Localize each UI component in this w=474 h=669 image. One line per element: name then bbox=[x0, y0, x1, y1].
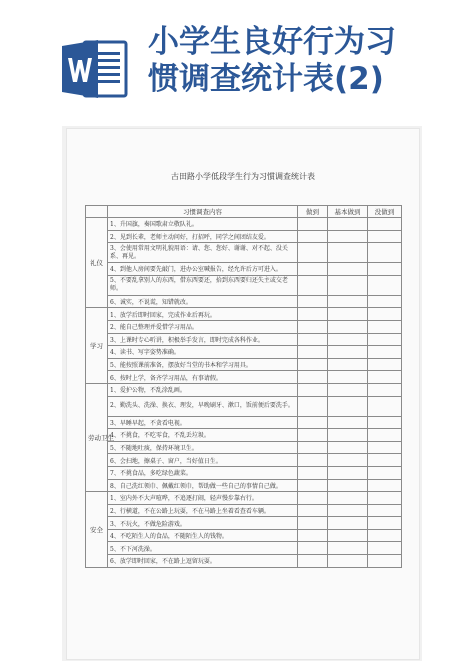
header-category bbox=[86, 206, 108, 218]
habit-item: 6、放学即时回家，不在路上逗留玩耍。 bbox=[108, 555, 298, 568]
document-title: 古田路小学低段学生行为习惯调查统计表 bbox=[171, 172, 315, 181]
page-title-line2: 惯调查统计表(2) bbox=[148, 61, 384, 97]
category-label: 学习 bbox=[86, 308, 108, 384]
not-done-cell bbox=[368, 441, 402, 454]
habit-item: 6、按时上学，备齐学习用品，有事请假。 bbox=[108, 371, 298, 384]
habit-item: 5、不要乱拿别人的东西，借东西要还，拾到东西要归还失主或交老师。 bbox=[108, 275, 298, 295]
mostly-done-cell bbox=[328, 320, 368, 333]
not-done-cell bbox=[368, 504, 402, 517]
mostly-done-cell bbox=[328, 492, 368, 505]
table-row bbox=[86, 243, 402, 263]
header-done: 做到 bbox=[298, 206, 328, 218]
habit-item: 3、早睡早起，不贪看电视。 bbox=[108, 416, 298, 429]
table-row bbox=[86, 275, 402, 295]
not-done-cell bbox=[368, 371, 402, 384]
table-row bbox=[86, 466, 402, 479]
habit-item: 1、爱护公物，不乱涂乱画。 bbox=[108, 383, 298, 396]
done-cell bbox=[298, 466, 328, 479]
done-cell bbox=[298, 243, 328, 263]
done-cell bbox=[298, 358, 328, 371]
header-content: 习惯调查内容 bbox=[108, 206, 298, 218]
not-done-cell bbox=[368, 308, 402, 321]
table-row bbox=[86, 529, 402, 542]
not-done-cell bbox=[368, 529, 402, 542]
table-row bbox=[86, 555, 402, 568]
page-header bbox=[0, 0, 474, 122]
mostly-done-cell bbox=[328, 454, 368, 467]
habit-item: 4、到他人房间要先敲门，进办公室喊报告，经允许后方可进入。 bbox=[108, 263, 298, 276]
not-done-cell bbox=[368, 243, 402, 263]
habit-item: 4、不吃陌生人的食品，不随陌生人的钱物。 bbox=[108, 529, 298, 542]
table-row bbox=[86, 333, 402, 346]
done-cell bbox=[298, 320, 328, 333]
mostly-done-cell bbox=[328, 416, 368, 429]
habit-item: 2、行横道，不在公路上玩耍，不在马路上坐着看查看车辆。 bbox=[108, 504, 298, 517]
table-row bbox=[86, 441, 402, 454]
mostly-done-cell bbox=[328, 542, 368, 555]
not-done-cell bbox=[368, 263, 402, 276]
not-done-cell bbox=[368, 396, 402, 416]
table-row bbox=[86, 358, 402, 371]
not-done-cell bbox=[368, 218, 402, 231]
habit-item: 2、见到长辈，老师主动问好，打招呼，同学之间团结友爱。 bbox=[108, 230, 298, 243]
not-done-cell bbox=[368, 275, 402, 295]
mostly-done-cell bbox=[328, 230, 368, 243]
not-done-cell bbox=[368, 346, 402, 359]
category-label: 劳动卫生 bbox=[86, 383, 108, 491]
mostly-done-cell bbox=[328, 263, 368, 276]
done-cell bbox=[298, 383, 328, 396]
not-done-cell bbox=[368, 492, 402, 505]
not-done-cell bbox=[368, 517, 402, 530]
mostly-done-cell bbox=[328, 243, 368, 263]
habit-item: 2、勤洗头、洗澡、换衣、理发，早晚刷牙、漱口，饭前便后要洗手。 bbox=[108, 396, 298, 416]
habit-item: 5、能按照课前准备，摆放好当堂的书本和学习用具。 bbox=[108, 358, 298, 371]
not-done-cell bbox=[368, 383, 402, 396]
done-cell bbox=[298, 504, 328, 517]
category-label: 礼仪 bbox=[86, 218, 108, 308]
mostly-done-cell bbox=[328, 479, 368, 492]
not-done-cell bbox=[368, 295, 402, 308]
table-row bbox=[86, 492, 402, 505]
not-done-cell bbox=[368, 429, 402, 442]
document-page bbox=[66, 128, 420, 660]
mostly-done-cell bbox=[328, 218, 368, 231]
habit-item: 6、会扫地，擦桌子、窗户，当好值日生。 bbox=[108, 454, 298, 467]
not-done-cell bbox=[368, 320, 402, 333]
microsoft-word-icon bbox=[62, 38, 128, 100]
mostly-done-cell bbox=[328, 466, 368, 479]
table-row bbox=[86, 416, 402, 429]
habit-item: 6、诚实，不说谎，知错就改。 bbox=[108, 295, 298, 308]
not-done-cell bbox=[368, 358, 402, 371]
done-cell bbox=[298, 371, 328, 384]
table-row bbox=[86, 396, 402, 416]
not-done-cell bbox=[368, 542, 402, 555]
not-done-cell bbox=[368, 454, 402, 467]
done-cell bbox=[298, 529, 328, 542]
mostly-done-cell bbox=[328, 371, 368, 384]
mostly-done-cell bbox=[328, 346, 368, 359]
table-row bbox=[86, 517, 402, 530]
habit-item: 1、放学后即时回家，完成作业后再玩。 bbox=[108, 308, 298, 321]
footer-margin bbox=[0, 661, 474, 669]
page-title bbox=[148, 24, 468, 98]
mostly-done-cell bbox=[328, 441, 368, 454]
habit-item: 3、不玩火，不做危险游戏。 bbox=[108, 517, 298, 530]
habit-item: 3、会使用常用文明礼貌用语：请、您、您好、谢谢、对不起、没关系、再见。 bbox=[108, 243, 298, 263]
habit-item: 7、不挑食品，多吃绿色蔬菜。 bbox=[108, 466, 298, 479]
done-cell bbox=[298, 542, 328, 555]
header-not-done: 没做到 bbox=[368, 206, 402, 218]
habit-item: 1、升国旗，奏国歌肃立敬队礼。 bbox=[108, 218, 298, 231]
table-row bbox=[86, 371, 402, 384]
table-row bbox=[86, 429, 402, 442]
mostly-done-cell bbox=[328, 555, 368, 568]
not-done-cell bbox=[368, 416, 402, 429]
not-done-cell bbox=[368, 230, 402, 243]
table-row bbox=[86, 454, 402, 467]
table-row bbox=[86, 230, 402, 243]
table-row bbox=[86, 542, 402, 555]
mostly-done-cell bbox=[328, 396, 368, 416]
table-row bbox=[86, 383, 402, 396]
habit-item: 3、上课时专心听讲，积极举手发言，即时完成各科作业。 bbox=[108, 333, 298, 346]
habit-item: 5、不随地吐痰，保持环境卫生。 bbox=[108, 441, 298, 454]
done-cell bbox=[298, 454, 328, 467]
not-done-cell bbox=[368, 466, 402, 479]
table-row bbox=[86, 295, 402, 308]
done-cell bbox=[298, 346, 328, 359]
mostly-done-cell bbox=[328, 358, 368, 371]
page-title-line1: 小学生良好行为习 bbox=[148, 24, 396, 60]
mostly-done-cell bbox=[328, 429, 368, 442]
header-mostly-done: 基本做到 bbox=[328, 206, 368, 218]
done-cell bbox=[298, 441, 328, 454]
habit-item: 5、不下河洗澡。 bbox=[108, 542, 298, 555]
done-cell bbox=[298, 479, 328, 492]
habit-survey-table bbox=[85, 205, 402, 568]
not-done-cell bbox=[368, 555, 402, 568]
mostly-done-cell bbox=[328, 308, 368, 321]
mostly-done-cell bbox=[328, 295, 368, 308]
done-cell bbox=[298, 263, 328, 276]
mostly-done-cell bbox=[328, 504, 368, 517]
mostly-done-cell bbox=[328, 383, 368, 396]
done-cell bbox=[298, 295, 328, 308]
done-cell bbox=[298, 555, 328, 568]
done-cell bbox=[298, 517, 328, 530]
done-cell bbox=[298, 429, 328, 442]
table-row bbox=[86, 320, 402, 333]
habit-item: 4、不挑食，不吃零食，不乱丢垃圾。 bbox=[108, 429, 298, 442]
done-cell bbox=[298, 333, 328, 346]
done-cell bbox=[298, 492, 328, 505]
table-row bbox=[86, 263, 402, 276]
not-done-cell bbox=[368, 333, 402, 346]
habit-item: 8、自己洗红领巾、佩戴红领巾，帮助做一些自己的事情自己做。 bbox=[108, 479, 298, 492]
table-body bbox=[86, 218, 402, 568]
table-row bbox=[86, 479, 402, 492]
table-row bbox=[86, 218, 402, 231]
mostly-done-cell bbox=[328, 517, 368, 530]
mostly-done-cell bbox=[328, 529, 368, 542]
table-row bbox=[86, 308, 402, 321]
table-row bbox=[86, 346, 402, 359]
habit-item: 4、读书、写字姿势准确。 bbox=[108, 346, 298, 359]
done-cell bbox=[298, 275, 328, 295]
done-cell bbox=[298, 396, 328, 416]
done-cell bbox=[298, 308, 328, 321]
mostly-done-cell bbox=[328, 275, 368, 295]
not-done-cell bbox=[368, 479, 402, 492]
done-cell bbox=[298, 218, 328, 231]
category-label: 安全 bbox=[86, 492, 108, 568]
table-row bbox=[86, 504, 402, 517]
done-cell bbox=[298, 230, 328, 243]
done-cell bbox=[298, 416, 328, 429]
habit-item: 2、能自己整理并爱惜学习用品。 bbox=[108, 320, 298, 333]
habit-item: 1、室内外不大声喧哗，不追逐打闹，轻声慢步靠右行。 bbox=[108, 492, 298, 505]
mostly-done-cell bbox=[328, 333, 368, 346]
table-header-row bbox=[86, 206, 402, 218]
